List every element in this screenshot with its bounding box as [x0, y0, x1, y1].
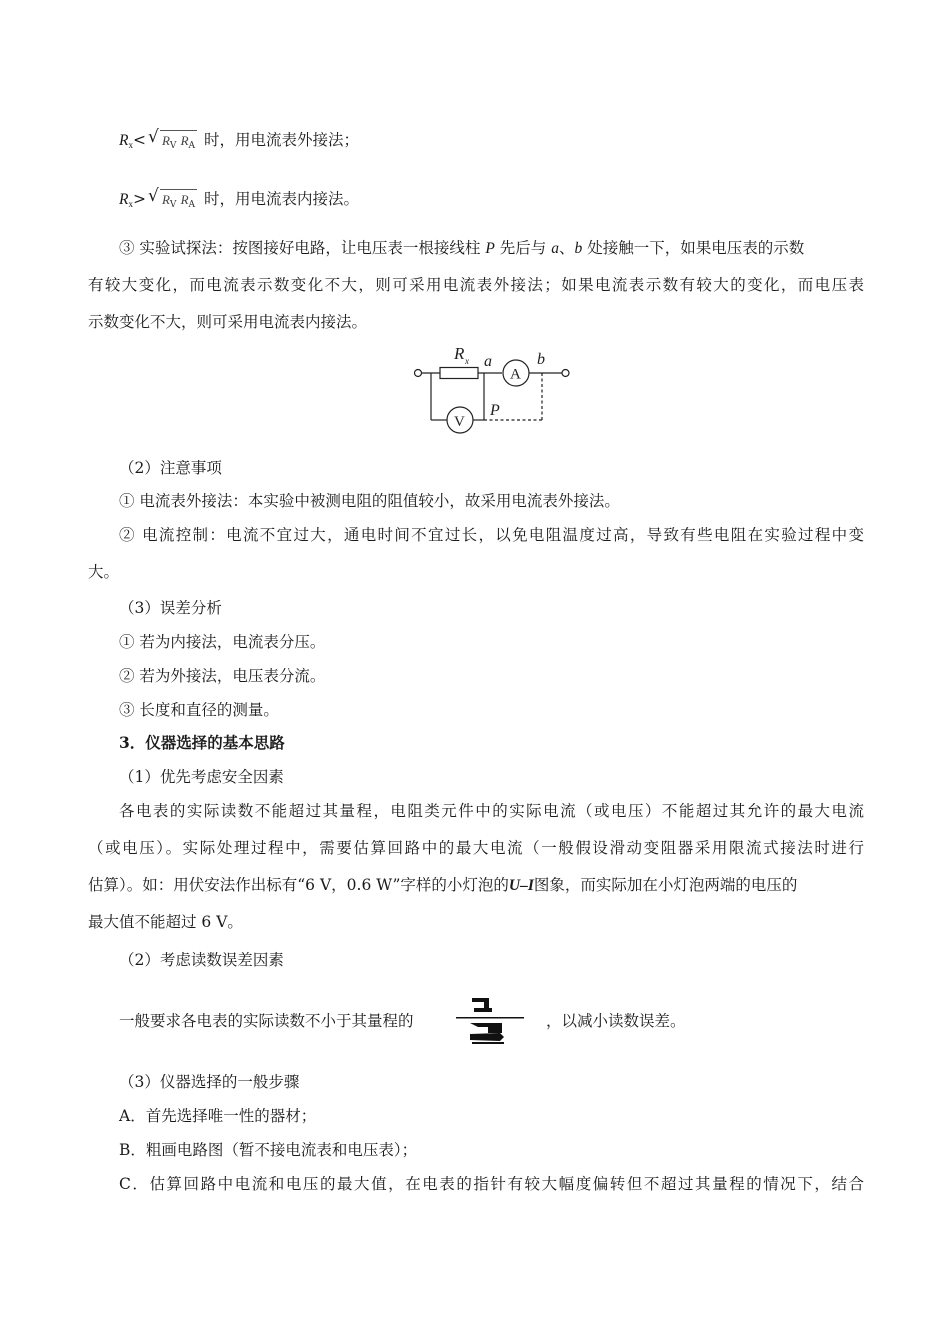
voltmeter-label: V	[454, 414, 465, 430]
trial-a: a	[551, 240, 559, 257]
error-item-2: ② 若为外接法，电压表分流。	[119, 667, 326, 685]
ra-subscript: A	[188, 141, 196, 151]
trial-b: b	[574, 240, 583, 257]
reading-error-line-a: 一般要求各电表的实际读数不小于其量程的	[119, 1012, 414, 1030]
rx-subscript: x	[128, 140, 133, 150]
notes-item-2-line-2: 大。	[88, 563, 120, 581]
safety-line-4: 最大值不能超过 6 V。	[88, 913, 243, 931]
step-a: A．首先选择唯一性的器材；	[119, 1107, 317, 1125]
rx-symbol: $R_x$	[119, 191, 133, 209]
ra-subscript: A	[188, 200, 196, 210]
node-p-label: P	[490, 402, 500, 419]
safety-line-1: 各电表的实际读数不能超过其量程，电阻类元件中的实际电流（或电压）不能超过其允许的最大电流	[119, 802, 864, 820]
error-item-1: ① 若为内接法，电流表分压。	[119, 633, 326, 651]
terminal-right	[562, 370, 569, 377]
fraction-one-third-image	[452, 996, 528, 1046]
step-c: C．估算回路中电流和电压的最大值，在电表的指针有较大幅度偏转但不超过其量程的情况下，结合	[119, 1175, 864, 1193]
node-b-label: b	[537, 351, 545, 368]
criterion-external: $R_x<$ √ $R_V$ $R_A$ 时，用电流表外接法；	[119, 130, 864, 156]
node-a-label: a	[484, 353, 492, 370]
safety-line-3b: 图象，而实际加在小灯泡两端的电压的	[533, 876, 798, 894]
rx-symbol: $R_x$	[119, 132, 133, 150]
notes-item-2-line-1: ② 电流控制：电流不宜过大，通电时间不宜过长，以免电阻温度过高，导致有些电阻在实验过程中变	[119, 526, 864, 544]
rx-label: R	[454, 344, 465, 363]
trial-line-3: 示数变化不大，则可采用电流表内接法。	[88, 313, 368, 331]
section-3-sub-1: （1）优先考虑安全因素	[119, 768, 284, 786]
trial-circuit-diagram	[408, 342, 578, 437]
section-3-sub-2: （2）考虑读数误差因素	[119, 951, 284, 969]
trial-line-1	[119, 238, 864, 259]
trial-text-1d: 处接触一下，如果电压表的示数	[587, 239, 805, 257]
step-b: B．粗画电路图（暂不接电流表和电压表）；	[119, 1141, 418, 1159]
trial-text-1c: 、	[558, 239, 575, 257]
rx-subscript: x	[128, 199, 133, 209]
trial-text-1b: 先后与	[499, 239, 547, 257]
ammeter-label: A	[510, 366, 521, 383]
criterion-internal-text: 时，用电流表内接法。	[203, 190, 359, 208]
trial-p: P	[485, 240, 495, 257]
ui-symbol: U–I	[508, 877, 534, 894]
section-3-sub-3: （3）仪器选择的一般步骤	[119, 1073, 300, 1091]
safety-line-2: （或电压）。实际处理过程中，需要估算回路中的最大电流（一般假设滑动变阻器采用限流式接法时进行	[88, 839, 864, 857]
criterion-external-text: 时，用电流表外接法；	[203, 131, 359, 149]
sqrt-rv-ra: √ $R_V$ $R_A$	[148, 189, 197, 215]
section-3-heading: 3．仪器选择的基本思路	[119, 733, 285, 752]
rx-label-subscript: x	[465, 356, 469, 366]
notes-heading: （2）注意事项	[119, 459, 222, 477]
error-item-3: ③ 长度和直径的测量。	[119, 701, 279, 719]
reading-error-line-b: ，以减小读数误差。	[546, 1012, 686, 1030]
rv-subscript: V	[169, 141, 177, 151]
safety-line-3a: 估算）。如：用伏安法作出标有“6 V，0.6 W”字样的小灯泡的	[88, 876, 509, 894]
error-heading: （3）误差分析	[119, 599, 222, 617]
notes-item-1: ① 电流表外接法：本实验中被测电阻的阻值较小，故采用电流表外接法。	[119, 492, 620, 510]
criterion-internal: $R_x>$ √ $R_V$ $R_A$ 时，用电流表内接法。	[119, 189, 864, 215]
safety-line-3	[88, 875, 864, 896]
rv-subscript: V	[169, 200, 177, 210]
trial-line-2: 有较大变化，而电流表示数变化不大，则可采用电流表外接法；如果电流表示数有较大的变化，而电压表	[88, 276, 864, 294]
terminal-left	[415, 370, 422, 377]
sqrt-rv-ra: √ $R_V$ $R_A$	[148, 130, 197, 156]
trial-text-1a: ③ 实验试探法：按图接好电路，让电压表一根接线柱	[119, 239, 481, 257]
resistor-rx	[440, 368, 478, 379]
